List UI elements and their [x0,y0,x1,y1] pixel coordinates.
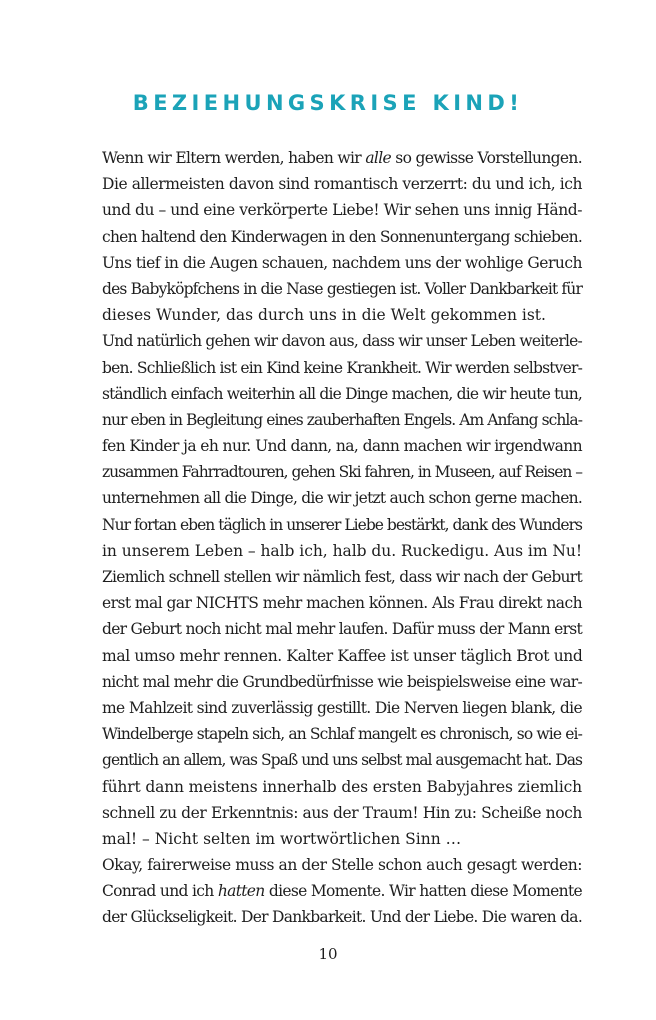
text-line: Die allermeisten davon sind romantisch verzerrt: du und ich, ich [102,175,583,194]
text-line: der Glückseligkeit. Der Dankbarkeit. Und der Liebe. Die waren da. [102,908,583,927]
body-text [102,145,582,931]
text-line [102,145,582,171]
text-line: gentlich an allem, was Spaß und uns selbst mal ausgemacht hat. Das [102,751,582,770]
text-run: Wenn wir Eltern werden, haben wir [102,149,366,167]
text-line: nur eben in Begleitung eines zauberhaften Engels. Am Anfang schla- [102,410,583,429]
text-line: Okay, fairerweise muss an der Stelle schon auch gesagt werden: [102,856,583,875]
text-line: führt dann meistens innerhalb des ersten Babyjahres ziemlich [102,777,582,796]
text-line: der Geburt noch nicht mal mehr laufen. Dafür muss der Mann erst [102,620,583,639]
text-line: Und natürlich gehen wir davon aus, dass wir unser Leben weiterle- [102,332,583,351]
italic-emphasis: alle [365,149,392,167]
text-line: mal! – Nicht selten im wortwörtlichen Sinn … [102,829,462,848]
text-line: des Babyköpfchens in die Nase gestiegen ist. Voller Dankbarkeit für [102,279,583,298]
text-line: mal umso mehr rennen. Kalter Kaffee ist unser täglich Brot und [102,646,583,665]
italic-emphasis: hatten [217,882,265,901]
text-line: erst mal gar NICHTS mehr machen können. Als Frau direkt nach [102,594,582,613]
text-line [102,878,582,904]
text-run: diese Momente. Wir hatten diese Momente [264,882,582,901]
chapter-heading: BEZIEHUNGSKRISE KIND! [132,91,524,115]
text-run: Conrad und ich [102,882,218,901]
text-line: ben. Schließlich ist ein Kind keine Krankheit. Wir werden selbstver- [102,358,583,377]
text-line: Uns tief in die Augen schauen, nachdem uns der wohlige Geruch [102,253,582,272]
text-line: zusammen Fahrradtouren, gehen Ski fahren, in Museen, auf Reisen – [102,463,583,482]
text-line: Ziemlich schnell stellen wir nämlich fest, dass wir nach der Geburt [102,568,583,586]
text-line: Nur fortan eben täglich in unserer Liebe bestärkt, dank des Wunders [102,515,582,534]
text-line: und du – und eine verkörperte Liebe! Wir sehen uns innig Händ- [102,201,582,220]
text-line: schnell zu der Erkenntnis: aus der Traum! Hin zu: Scheiße noch [102,803,582,822]
text-line: unternehmen all die Dinge, die wir jetzt auch schon gerne machen. [102,489,582,508]
text-run: so gewisse Vorstellungen. [391,149,582,167]
text-line: Windelberge stapeln sich, an Schlaf mangelt es chronisch, so wie ei- [102,725,582,744]
text-line: ständlich einfach weiterhin all die Dinge machen, die wir heute tun, [102,384,583,403]
page-number: 10 [318,945,338,963]
text-line: nicht mal mehr die Grundbedürfnisse wie beispielsweise eine war- [102,672,582,691]
text-line: chen haltend den Kinderwagen in den Sonnenuntergang schieben. [102,227,582,246]
text-line: fen Kinder ja eh nur. Und dann, na, dann machen wir irgendwann [102,437,583,456]
text-line: dieses Wunder, das durch uns in die Welt gekommen ist. [102,306,546,325]
text-line: me Mahlzeit sind zuverlässig gestillt. Die Nerven liegen blank, die [102,698,583,717]
text-line: in unserem Leben – halb ich, halb du. Ruckedigu. Aus im Nu! [102,541,583,560]
